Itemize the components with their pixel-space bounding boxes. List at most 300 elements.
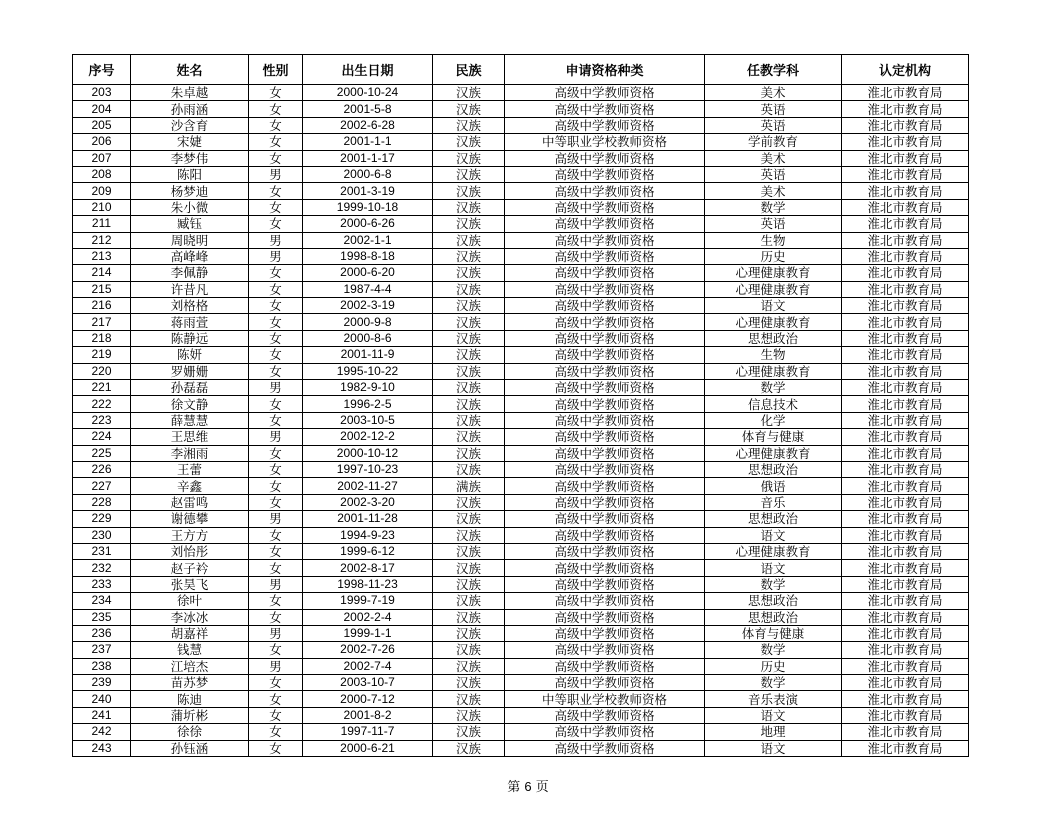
cell-serial: 225 [73, 445, 131, 461]
table-row [73, 511, 969, 527]
cell-authority: 淮北市教育局 [842, 724, 969, 740]
cell-gender: 女 [249, 740, 303, 756]
cell-name: 李梦伟 [131, 150, 249, 166]
cell-qualification-type: 高级中学教师资格 [505, 347, 705, 363]
cell-authority: 淮北市教育局 [842, 117, 969, 133]
table-row [73, 560, 969, 576]
table-row [73, 707, 969, 723]
cell-ethnicity: 汉族 [433, 199, 505, 215]
cell-birthdate: 1999-7-19 [303, 593, 433, 609]
cell-ethnicity: 汉族 [433, 740, 505, 756]
cell-ethnicity: 汉族 [433, 380, 505, 396]
header-qualification-type: 申请资格种类 [505, 55, 705, 85]
cell-subject: 心理健康教育 [705, 543, 842, 559]
cell-qualification-type: 高级中学教师资格 [505, 576, 705, 592]
cell-name: 钱慧 [131, 642, 249, 658]
cell-qualification-type: 高级中学教师资格 [505, 740, 705, 756]
cell-name: 周晓明 [131, 232, 249, 248]
cell-gender: 男 [249, 166, 303, 182]
cell-birthdate: 1999-10-18 [303, 199, 433, 215]
cell-gender: 女 [249, 691, 303, 707]
cell-subject: 思想政治 [705, 461, 842, 477]
cell-serial: 220 [73, 363, 131, 379]
cell-subject: 语文 [705, 298, 842, 314]
cell-qualification-type: 高级中学教师资格 [505, 707, 705, 723]
cell-subject: 信息技术 [705, 396, 842, 412]
cell-qualification-type: 高级中学教师资格 [505, 625, 705, 641]
cell-qualification-type: 高级中学教师资格 [505, 298, 705, 314]
cell-subject: 美术 [705, 183, 842, 199]
table-row [73, 494, 969, 510]
cell-gender: 男 [249, 380, 303, 396]
cell-qualification-type: 高级中学教师资格 [505, 183, 705, 199]
cell-birthdate: 1997-11-7 [303, 724, 433, 740]
cell-qualification-type: 高级中学教师资格 [505, 543, 705, 559]
cell-qualification-type: 高级中学教师资格 [505, 117, 705, 133]
cell-gender: 女 [249, 150, 303, 166]
cell-birthdate: 2002-11-27 [303, 478, 433, 494]
cell-ethnicity: 汉族 [433, 593, 505, 609]
table-row [73, 576, 969, 592]
cell-gender: 女 [249, 298, 303, 314]
table-row [73, 199, 969, 215]
cell-authority: 淮北市教育局 [842, 593, 969, 609]
cell-subject: 历史 [705, 658, 842, 674]
cell-serial: 243 [73, 740, 131, 756]
cell-authority: 淮北市教育局 [842, 248, 969, 264]
cell-name: 孙磊磊 [131, 380, 249, 396]
cell-subject: 数学 [705, 380, 842, 396]
cell-authority: 淮北市教育局 [842, 527, 969, 543]
table-row [73, 527, 969, 543]
cell-qualification-type: 高级中学教师资格 [505, 314, 705, 330]
cell-qualification-type: 高级中学教师资格 [505, 461, 705, 477]
cell-name: 孙钰涵 [131, 740, 249, 756]
footer-suffix: 页 [535, 780, 549, 795]
cell-authority: 淮北市教育局 [842, 363, 969, 379]
cell-authority: 淮北市教育局 [842, 281, 969, 297]
cell-name: 刘怡彤 [131, 543, 249, 559]
cell-birthdate: 2000-6-20 [303, 265, 433, 281]
table-row [73, 347, 969, 363]
cell-name: 陈阳 [131, 166, 249, 182]
cell-gender: 女 [249, 363, 303, 379]
cell-serial: 203 [73, 85, 131, 101]
cell-name: 李湘雨 [131, 445, 249, 461]
cell-subject: 学前教育 [705, 134, 842, 150]
cell-gender: 女 [249, 101, 303, 117]
footer-prefix: 第 [507, 780, 521, 795]
cell-qualification-type: 中等职业学校教师资格 [505, 134, 705, 150]
cell-serial: 216 [73, 298, 131, 314]
cell-birthdate: 1998-8-18 [303, 248, 433, 264]
table-row [73, 609, 969, 625]
cell-subject: 心理健康教育 [705, 363, 842, 379]
cell-ethnicity: 汉族 [433, 724, 505, 740]
cell-birthdate: 2002-3-19 [303, 298, 433, 314]
cell-qualification-type: 高级中学教师资格 [505, 560, 705, 576]
cell-qualification-type: 高级中学教师资格 [505, 248, 705, 264]
cell-serial: 234 [73, 593, 131, 609]
cell-gender: 女 [249, 461, 303, 477]
cell-name: 臧钰 [131, 216, 249, 232]
cell-ethnicity: 汉族 [433, 166, 505, 182]
table-row [73, 216, 969, 232]
cell-name: 宋婕 [131, 134, 249, 150]
cell-name: 王蕾 [131, 461, 249, 477]
cell-authority: 淮北市教育局 [842, 576, 969, 592]
cell-name: 李佩静 [131, 265, 249, 281]
cell-ethnicity: 汉族 [433, 625, 505, 641]
cell-gender: 女 [249, 314, 303, 330]
cell-subject: 思想政治 [705, 330, 842, 346]
header-name: 姓名 [131, 55, 249, 85]
cell-qualification-type: 高级中学教师资格 [505, 85, 705, 101]
table-row [73, 298, 969, 314]
cell-name: 江培杰 [131, 658, 249, 674]
cell-authority: 淮北市教育局 [842, 429, 969, 445]
cell-subject: 数学 [705, 199, 842, 215]
cell-name: 蒲圻彬 [131, 707, 249, 723]
cell-subject: 美术 [705, 150, 842, 166]
cell-ethnicity: 汉族 [433, 314, 505, 330]
cell-birthdate: 1999-1-1 [303, 625, 433, 641]
cell-gender: 女 [249, 478, 303, 494]
cell-subject: 心理健康教育 [705, 445, 842, 461]
cell-gender: 女 [249, 265, 303, 281]
cell-birthdate: 1994-9-23 [303, 527, 433, 543]
cell-authority: 淮北市教育局 [842, 380, 969, 396]
cell-qualification-type: 高级中学教师资格 [505, 478, 705, 494]
cell-name: 徐文静 [131, 396, 249, 412]
cell-subject: 心理健康教育 [705, 281, 842, 297]
cell-name: 赵雷鸣 [131, 494, 249, 510]
cell-birthdate: 2000-6-26 [303, 216, 433, 232]
cell-subject: 俄语 [705, 478, 842, 494]
cell-gender: 女 [249, 494, 303, 510]
cell-gender: 女 [249, 593, 303, 609]
cell-ethnicity: 汉族 [433, 85, 505, 101]
cell-ethnicity: 汉族 [433, 543, 505, 559]
cell-ethnicity: 汉族 [433, 232, 505, 248]
cell-subject: 体育与健康 [705, 625, 842, 641]
cell-serial: 219 [73, 347, 131, 363]
table-row [73, 412, 969, 428]
cell-birthdate: 2002-7-26 [303, 642, 433, 658]
cell-subject: 英语 [705, 117, 842, 133]
cell-birthdate: 2002-12-2 [303, 429, 433, 445]
cell-qualification-type: 高级中学教师资格 [505, 232, 705, 248]
cell-subject: 思想政治 [705, 511, 842, 527]
cell-ethnicity: 汉族 [433, 429, 505, 445]
header-subject: 任教学科 [705, 55, 842, 85]
cell-serial: 226 [73, 461, 131, 477]
cell-serial: 240 [73, 691, 131, 707]
cell-serial: 224 [73, 429, 131, 445]
cell-qualification-type: 高级中学教师资格 [505, 724, 705, 740]
cell-gender: 男 [249, 576, 303, 592]
cell-serial: 230 [73, 527, 131, 543]
cell-subject: 数学 [705, 675, 842, 691]
cell-serial: 214 [73, 265, 131, 281]
cell-gender: 女 [249, 347, 303, 363]
cell-gender: 女 [249, 183, 303, 199]
cell-serial: 233 [73, 576, 131, 592]
cell-ethnicity: 汉族 [433, 675, 505, 691]
cell-authority: 淮北市教育局 [842, 412, 969, 428]
cell-authority: 淮北市教育局 [842, 150, 969, 166]
cell-birthdate: 2000-10-12 [303, 445, 433, 461]
cell-subject: 生物 [705, 347, 842, 363]
cell-ethnicity: 汉族 [433, 527, 505, 543]
table-body [73, 85, 969, 757]
cell-gender: 男 [249, 625, 303, 641]
cell-ethnicity: 汉族 [433, 560, 505, 576]
cell-serial: 238 [73, 658, 131, 674]
cell-gender: 女 [249, 642, 303, 658]
cell-qualification-type: 高级中学教师资格 [505, 429, 705, 445]
cell-subject: 音乐 [705, 494, 842, 510]
cell-name: 刘格格 [131, 298, 249, 314]
cell-qualification-type: 高级中学教师资格 [505, 412, 705, 428]
cell-name: 徐徐 [131, 724, 249, 740]
cell-subject: 思想政治 [705, 609, 842, 625]
cell-ethnicity: 汉族 [433, 691, 505, 707]
cell-gender: 男 [249, 511, 303, 527]
cell-qualification-type: 高级中学教师资格 [505, 199, 705, 215]
cell-serial: 241 [73, 707, 131, 723]
cell-name: 徐叶 [131, 593, 249, 609]
cell-authority: 淮北市教育局 [842, 560, 969, 576]
cell-name: 王方方 [131, 527, 249, 543]
cell-qualification-type: 高级中学教师资格 [505, 216, 705, 232]
cell-gender: 女 [249, 412, 303, 428]
header-birthdate: 出生日期 [303, 55, 433, 85]
cell-name: 胡嘉祥 [131, 625, 249, 641]
cell-serial: 231 [73, 543, 131, 559]
table-row [73, 101, 969, 117]
cell-gender: 女 [249, 85, 303, 101]
cell-qualification-type: 高级中学教师资格 [505, 658, 705, 674]
cell-birthdate: 2000-8-6 [303, 330, 433, 346]
table-row [73, 166, 969, 182]
cell-authority: 淮北市教育局 [842, 461, 969, 477]
cell-qualification-type: 高级中学教师资格 [505, 593, 705, 609]
cell-serial: 235 [73, 609, 131, 625]
table-row [73, 330, 969, 346]
cell-birthdate: 1995-10-22 [303, 363, 433, 379]
cell-name: 罗姗姗 [131, 363, 249, 379]
table-row [73, 740, 969, 756]
cell-authority: 淮北市教育局 [842, 330, 969, 346]
cell-authority: 淮北市教育局 [842, 183, 969, 199]
table-row [73, 461, 969, 477]
cell-gender: 女 [249, 396, 303, 412]
cell-qualification-type: 高级中学教师资格 [505, 265, 705, 281]
cell-authority: 淮北市教育局 [842, 494, 969, 510]
cell-subject: 数学 [705, 642, 842, 658]
table-row [73, 232, 969, 248]
cell-name: 沙含育 [131, 117, 249, 133]
cell-authority: 淮北市教育局 [842, 396, 969, 412]
table-row [73, 248, 969, 264]
header-ethnicity: 民族 [433, 55, 505, 85]
cell-qualification-type: 高级中学教师资格 [505, 396, 705, 412]
cell-authority: 淮北市教育局 [842, 609, 969, 625]
cell-subject: 语文 [705, 740, 842, 756]
cell-authority: 淮北市教育局 [842, 511, 969, 527]
cell-ethnicity: 汉族 [433, 461, 505, 477]
table-row [73, 593, 969, 609]
cell-name: 朱卓越 [131, 85, 249, 101]
table-row [73, 150, 969, 166]
cell-name: 陈静远 [131, 330, 249, 346]
table-row [73, 724, 969, 740]
cell-serial: 221 [73, 380, 131, 396]
document-sheet [72, 54, 968, 757]
cell-name: 辛鑫 [131, 478, 249, 494]
table-row [73, 445, 969, 461]
cell-name: 许昔凡 [131, 281, 249, 297]
cell-subject: 心理健康教育 [705, 265, 842, 281]
table-row [73, 396, 969, 412]
cell-qualification-type: 高级中学教师资格 [505, 363, 705, 379]
cell-serial: 208 [73, 166, 131, 182]
cell-name: 苗苏梦 [131, 675, 249, 691]
cell-authority: 淮北市教育局 [842, 265, 969, 281]
cell-authority: 淮北市教育局 [842, 232, 969, 248]
cell-gender: 男 [249, 658, 303, 674]
cell-birthdate: 2002-7-4 [303, 658, 433, 674]
cell-ethnicity: 汉族 [433, 576, 505, 592]
header-serial: 序号 [73, 55, 131, 85]
cell-serial: 227 [73, 478, 131, 494]
cell-ethnicity: 汉族 [433, 412, 505, 428]
cell-ethnicity: 汉族 [433, 642, 505, 658]
cell-serial: 236 [73, 625, 131, 641]
cell-authority: 淮北市教育局 [842, 707, 969, 723]
cell-serial: 217 [73, 314, 131, 330]
cell-birthdate: 2000-10-24 [303, 85, 433, 101]
cell-birthdate: 1982-9-10 [303, 380, 433, 396]
cell-ethnicity: 满族 [433, 478, 505, 494]
cell-serial: 210 [73, 199, 131, 215]
cell-serial: 212 [73, 232, 131, 248]
table-row [73, 281, 969, 297]
page-number: 6 [524, 779, 532, 794]
cell-ethnicity: 汉族 [433, 396, 505, 412]
cell-birthdate: 2001-1-17 [303, 150, 433, 166]
cell-birthdate: 2002-3-20 [303, 494, 433, 510]
cell-ethnicity: 汉族 [433, 658, 505, 674]
cell-subject: 英语 [705, 166, 842, 182]
cell-subject: 数学 [705, 576, 842, 592]
cell-serial: 218 [73, 330, 131, 346]
cell-ethnicity: 汉族 [433, 101, 505, 117]
cell-ethnicity: 汉族 [433, 363, 505, 379]
cell-ethnicity: 汉族 [433, 216, 505, 232]
cell-birthdate: 2001-1-1 [303, 134, 433, 150]
cell-ethnicity: 汉族 [433, 117, 505, 133]
cell-ethnicity: 汉族 [433, 494, 505, 510]
cell-gender: 女 [249, 560, 303, 576]
cell-authority: 淮北市教育局 [842, 347, 969, 363]
cell-name: 王思维 [131, 429, 249, 445]
cell-authority: 淮北市教育局 [842, 85, 969, 101]
cell-serial: 229 [73, 511, 131, 527]
cell-gender: 女 [249, 281, 303, 297]
cell-qualification-type: 高级中学教师资格 [505, 101, 705, 117]
table-row [73, 183, 969, 199]
cell-authority: 淮北市教育局 [842, 675, 969, 691]
cell-birthdate: 1996-2-5 [303, 396, 433, 412]
cell-name: 孙雨涵 [131, 101, 249, 117]
cell-subject: 语文 [705, 707, 842, 723]
cell-birthdate: 1999-6-12 [303, 543, 433, 559]
cell-subject: 体育与健康 [705, 429, 842, 445]
cell-qualification-type: 高级中学教师资格 [505, 330, 705, 346]
table-row [73, 117, 969, 133]
table-row [73, 380, 969, 396]
cell-serial: 209 [73, 183, 131, 199]
cell-ethnicity: 汉族 [433, 298, 505, 314]
cell-qualification-type: 高级中学教师资格 [505, 494, 705, 510]
cell-subject: 地理 [705, 724, 842, 740]
cell-birthdate: 2001-8-2 [303, 707, 433, 723]
cell-ethnicity: 汉族 [433, 183, 505, 199]
cell-name: 高峰峰 [131, 248, 249, 264]
cell-name: 薛慧慧 [131, 412, 249, 428]
cell-authority: 淮北市教育局 [842, 101, 969, 117]
cell-birthdate: 2002-1-1 [303, 232, 433, 248]
cell-name: 张昊飞 [131, 576, 249, 592]
cell-serial: 237 [73, 642, 131, 658]
cell-gender: 女 [249, 199, 303, 215]
cell-serial: 242 [73, 724, 131, 740]
table-row [73, 429, 969, 445]
cell-authority: 淮北市教育局 [842, 445, 969, 461]
cell-serial: 228 [73, 494, 131, 510]
cell-authority: 淮北市教育局 [842, 625, 969, 641]
cell-qualification-type: 高级中学教师资格 [505, 642, 705, 658]
cell-authority: 淮北市教育局 [842, 642, 969, 658]
table-row [73, 85, 969, 101]
cell-gender: 男 [249, 248, 303, 264]
cell-qualification-type: 高级中学教师资格 [505, 675, 705, 691]
cell-gender: 女 [249, 707, 303, 723]
cell-gender: 女 [249, 609, 303, 625]
cell-birthdate: 2000-9-8 [303, 314, 433, 330]
cell-birthdate: 2001-11-28 [303, 511, 433, 527]
table-row [73, 675, 969, 691]
table-row [73, 314, 969, 330]
cell-subject: 音乐表演 [705, 691, 842, 707]
cell-qualification-type: 高级中学教师资格 [505, 609, 705, 625]
cell-ethnicity: 汉族 [433, 150, 505, 166]
cell-serial: 204 [73, 101, 131, 117]
cell-authority: 淮北市教育局 [842, 543, 969, 559]
cell-subject: 生物 [705, 232, 842, 248]
cell-gender: 女 [249, 117, 303, 133]
table-row [73, 642, 969, 658]
cell-subject: 英语 [705, 216, 842, 232]
cell-serial: 223 [73, 412, 131, 428]
cell-birthdate: 1997-10-23 [303, 461, 433, 477]
cell-name: 李冰冰 [131, 609, 249, 625]
cell-birthdate: 1987-4-4 [303, 281, 433, 297]
header-authority: 认定机构 [842, 55, 969, 85]
table-row [73, 691, 969, 707]
